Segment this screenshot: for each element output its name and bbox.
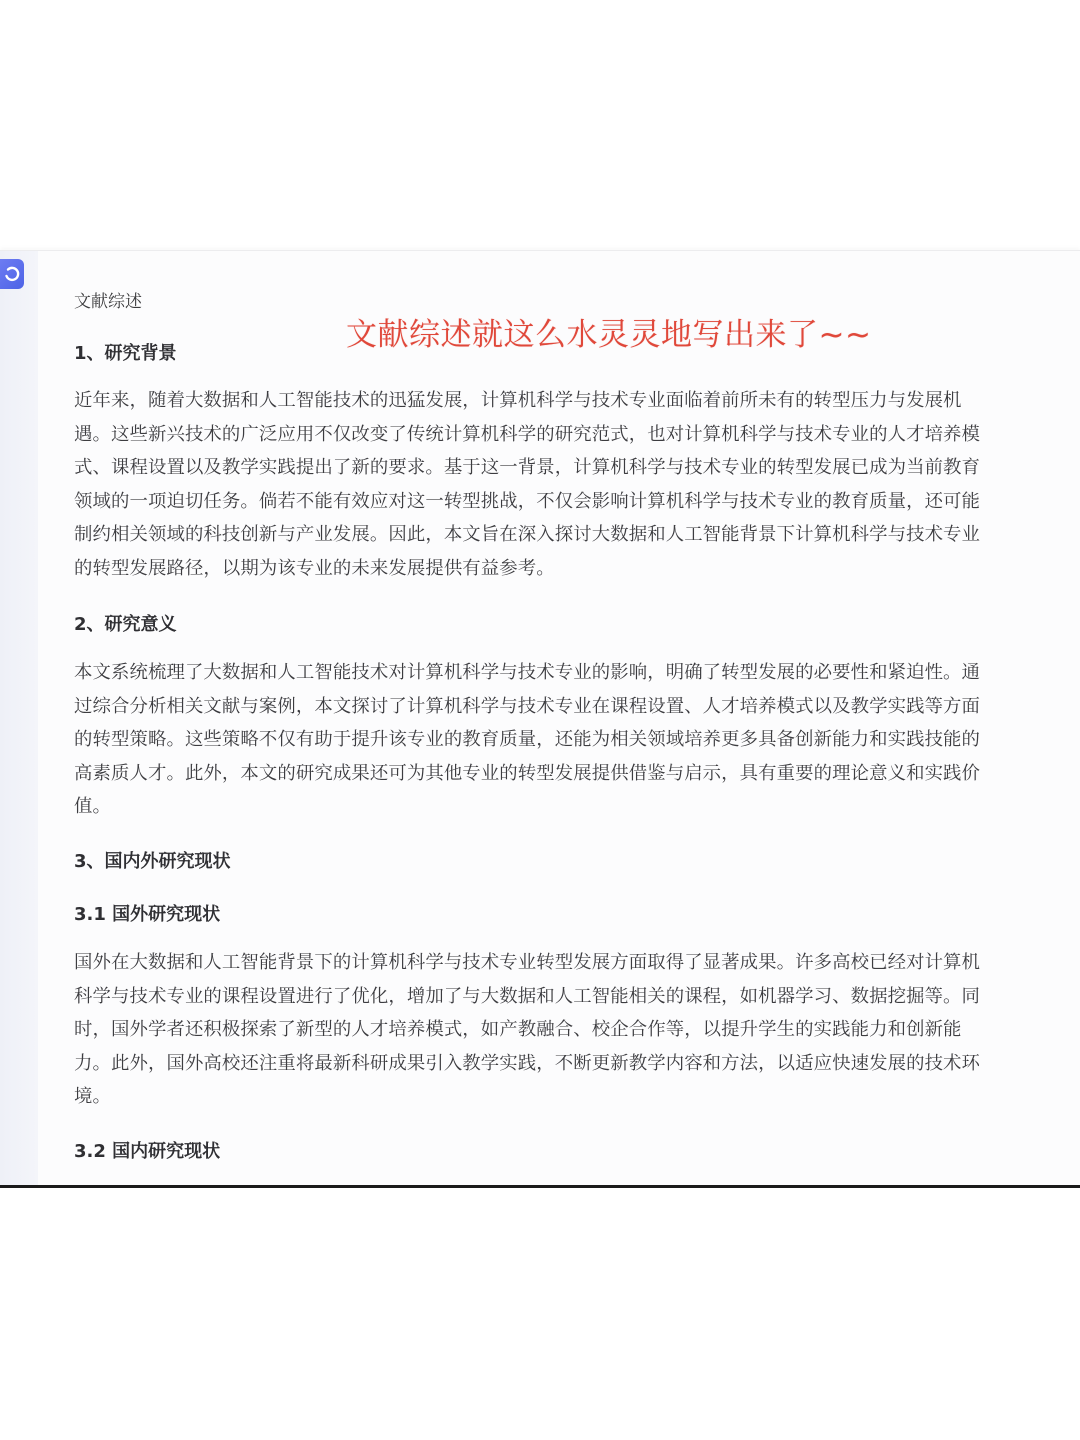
text-line: 力。此外，国外高校还注重将最新科研成果引入教学实践，不断更新教学内容和方法，以适应快速发展的技术环 <box>74 1052 981 1074</box>
left-sidebar-rail <box>0 251 38 1186</box>
text-line: 式、课程设置以及教学实践提出了新的要求。基于这一背景，计算机科学与技术专业的转型发展已成为当前教育 <box>74 457 981 479</box>
section-heading-research-significance: 2、研究意义 <box>74 614 177 635</box>
refresh-loop-icon[interactable] <box>0 259 24 289</box>
text-line: 近年来，随着大数据和人工智能技术的迅猛发展，计算机科学与技术专业面临着前所未有的转型压力与发展机 <box>74 390 962 411</box>
text-line: 值。 <box>74 796 111 818</box>
section-heading-foreign-research: 3.1 国外研究现状 <box>74 904 221 925</box>
section-heading-research-background: 1、研究背景 <box>74 343 177 364</box>
text-line: 高素质人才。此外，本文的研究成果还可为其他专业的转型发展提供借鉴与启示，具有重要的理论意义和实践价 <box>74 762 981 784</box>
document-title: 文献综述 <box>74 292 142 312</box>
text-line: 制约相关领域的科技创新与产业发展。因此，本文旨在深入探讨大数据和人工智能背景下计算机科学与技术专业 <box>74 524 981 546</box>
paragraph-research-background <box>74 384 1042 586</box>
text-line: 领域的一项迫切任务。倘若不能有效应对这一转型挑战，不仅会影响计算机科学与技术专业的教育质量，还可能 <box>74 490 981 512</box>
bottom-divider <box>0 1185 1080 1188</box>
text-line: 过综合分析相关文献与案例，本文探讨了计算机科学与技术专业在课程设置、人才培养模式以及教学实践等方面 <box>74 695 981 717</box>
overlay-caption: 文献综述就这么水灵灵地写出来了~~ <box>346 317 872 353</box>
section-heading-research-status: 3、国内外研究现状 <box>74 851 231 872</box>
section-heading-domestic-research: 3.2 国内研究现状 <box>74 1141 221 1162</box>
text-line: 的转型发展路径，以期为该专业的未来发展提供有益参考。 <box>74 557 555 579</box>
document-viewer <box>0 250 1080 1186</box>
text-line: 遇。这些新兴技术的广泛应用不仅改变了传统计算机科学的研究范式，也对计算机科学与技术专业的人才培养模 <box>74 423 981 445</box>
text-line: 国外在大数据和人工智能背景下的计算机科学与技术专业转型发展方面取得了显著成果。许多高校已经对计算机 <box>74 952 981 973</box>
text-line: 时，国外学者还积极探索了新型的人才培养模式，如产教融合、校企合作等，以提升学生的实践能力和创新能 <box>74 1019 962 1041</box>
paragraph-research-significance <box>74 656 1042 824</box>
paragraph-foreign-research <box>74 946 1042 1114</box>
text-line: 科学与技术专业的课程设置进行了优化，增加了与大数据和人工智能相关的课程，如机器学习、数据挖掘等。同 <box>74 985 981 1007</box>
text-line: 的转型策略。这些策略不仅有助于提升该专业的教育质量，还能为相关领域培养更多具备创新能力和实践技能的 <box>74 729 981 751</box>
text-line: 境。 <box>74 1086 111 1108</box>
text-line: 本文系统梳理了大数据和人工智能技术对计算机科学与技术专业的影响，明确了转型发展的必要性和紧迫性。通 <box>74 662 981 683</box>
